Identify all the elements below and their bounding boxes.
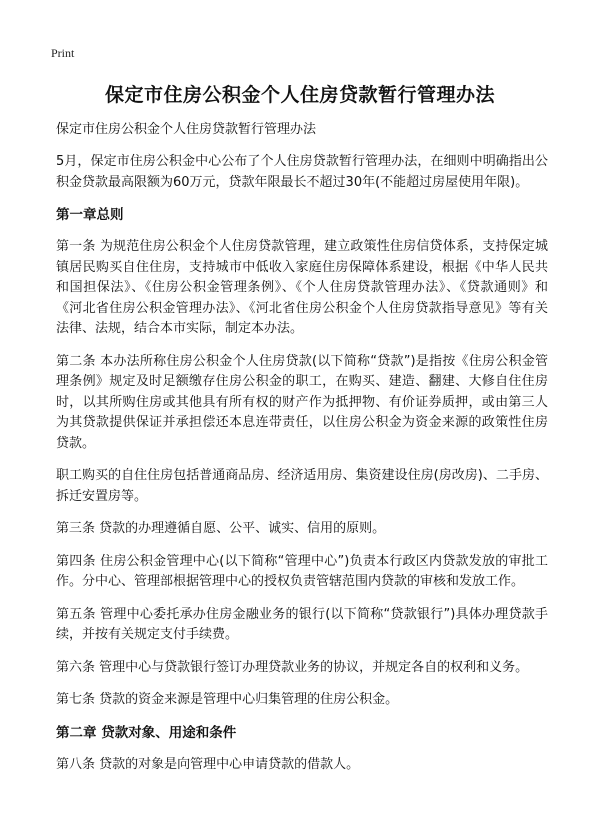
article-5: 第五条 管理中心委托承办住房金融业务的银行(以下简称“贷款银行”)具体办理贷款手续，并按有关规定支付手续费。 bbox=[56, 606, 548, 642]
article-2: 第二条 本办法所称住房公积金个人住房贷款(以下简称“贷款”)是指按《住房公积金管理条例》规定及时足额缴存住房公积金的职工，在购买、建造、翻建、大修自住住房时，以其所购住房或其他具有所有权的财产作为抵押物、有价证券质押，或由第三人为其贷款提供保证并承担偿还本息连带责任，以住房公积金为资金来源的政策性住房贷款。 bbox=[56, 353, 548, 451]
document-body bbox=[56, 120, 548, 787]
chapter-2-heading: 第二章 贷款对象、用途和条件 bbox=[56, 724, 237, 741]
print-link[interactable]: Print bbox=[51, 46, 75, 60]
article-2-note: 职工购买的自住住房包括普通商品房、经济适用房、集资建设住房(房改房)、二手房、拆迁安置房等。 bbox=[56, 468, 548, 504]
article-4: 第四条 住房公积金管理中心(以下简称“管理中心”)负责本行政区内贷款发放的审批工作。分中心、管理部根据管理中心的授权负责管辖范围内贷款的审核和发放工作。 bbox=[56, 553, 548, 589]
article-1: 第一条 为规范住房公积金个人住房贷款管理，建立政策性住房信贷体系，支持保定城镇居民购买自住住房，支持城市中低收入家庭住房保障体系建设，根据《中华人民共和国担保法》、《住房公积金管理条例》、《个人住房贷款管理办法》、《贷款通则》和《河北省住房公积金管理办法》、《河北省住房公积金个人住房贷款指导意见》等有关法律、法规，结合本市实际，制定本办法。 bbox=[56, 239, 548, 336]
article-7: 第七条 贷款的资金来源是管理中心归集管理的住房公积金。 bbox=[56, 692, 399, 707]
article-3: 第三条 贷款的办理遵循自愿、公平、诚实、信用的原则。 bbox=[56, 521, 386, 536]
document-subtitle: 保定市住房公积金个人住房贷款暂行管理办法 bbox=[56, 122, 317, 137]
intro-paragraph: 5月，保定市住房公积金中心公布了个人住房贷款暂行管理办法，在细则中明确指出公积金贷款最高限额为60万元，贷款年限最长不超过30年(不能超过房屋使用年限)。 bbox=[56, 154, 548, 190]
chapter-1-heading: 第一章总则 bbox=[56, 207, 124, 223]
article-8: 第八条 贷款的对象是向管理中心申请贷款的借款人。 bbox=[56, 756, 360, 772]
page-title: 保定市住房公积金个人住房贷款暂行管理办法 bbox=[104, 84, 495, 106]
article-6: 第六条 管理中心与贷款银行签订办理贷款业务的协议，并规定各自的权利和义务。 bbox=[56, 659, 529, 675]
